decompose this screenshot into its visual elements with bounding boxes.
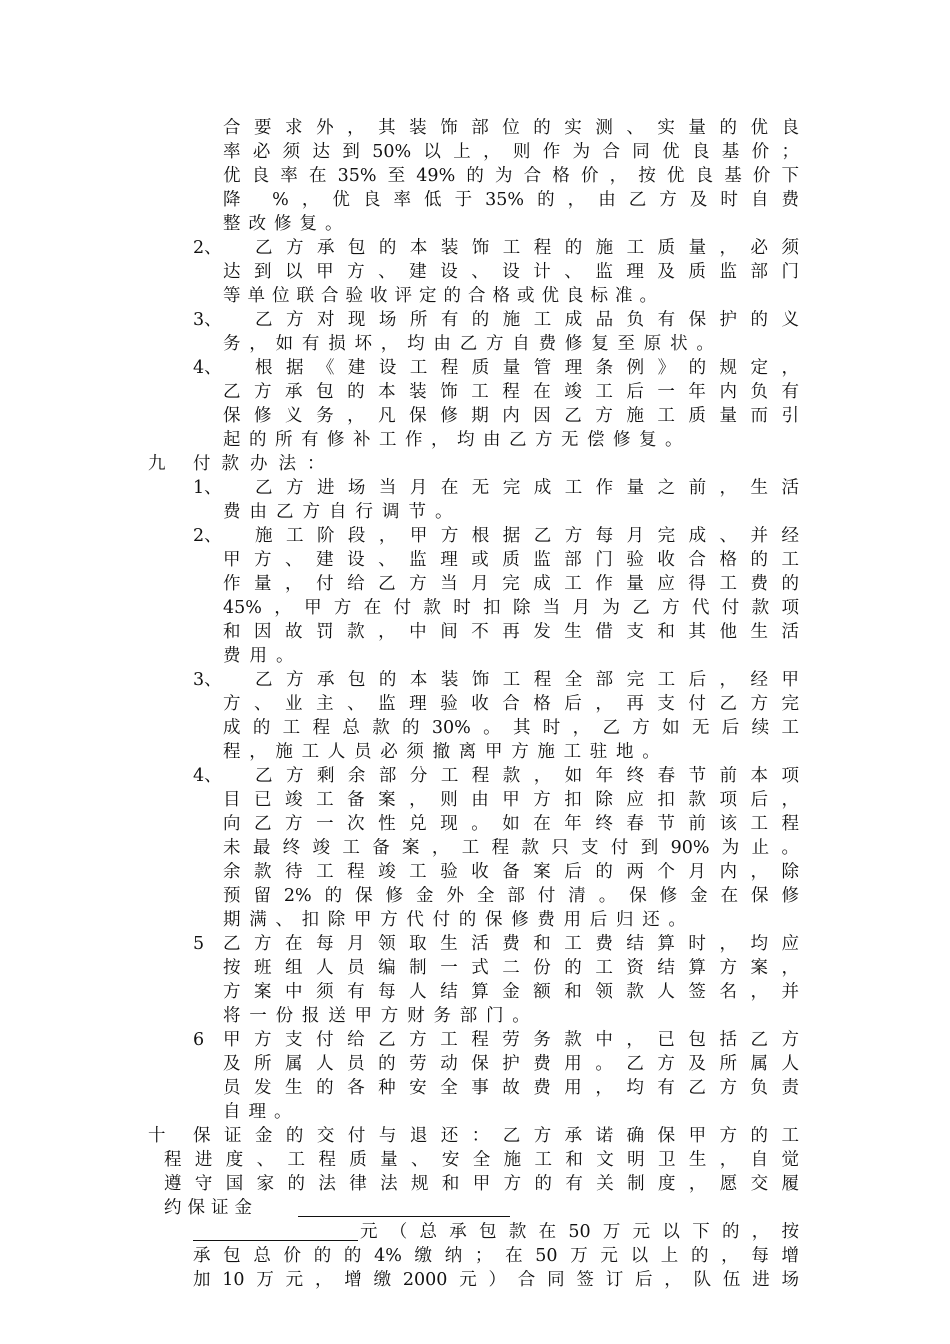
text-line: 员发生的各种安全事故费用，均有乙方负责 xyxy=(223,1078,799,1098)
text-line: 方、业主、监理验收合格后，再支付乙方完 xyxy=(223,694,799,714)
item-number: 4、 xyxy=(193,766,222,786)
text-line: 乙方剩余部分工程款，如年终春节前本项 xyxy=(255,766,799,786)
text-line: 起的所有修补工作，均由乙方无偿修复。 xyxy=(223,430,691,450)
text-line: 按班组人员编制一式二份的工资结算方案， xyxy=(223,958,799,978)
text-line: 乙方在每月领取生活费和工费结算时，均应 xyxy=(223,934,799,954)
item-number: 6 xyxy=(193,1030,205,1050)
deposit-amount-blank-continued[interactable] xyxy=(193,1220,358,1241)
text-line: 作量，付给乙方当月完成工作量应得工费的 xyxy=(223,574,799,594)
deposit-amount-blank[interactable] xyxy=(298,1196,510,1217)
text-line: 甲方、建设、监理或质监部门验收合格的工 xyxy=(223,550,799,570)
text-line: 费用。 xyxy=(223,646,303,666)
text-line: 合要求外，其装饰部位的实测、实量的优良 xyxy=(223,118,799,138)
text-line: 乙方承包的本装饰工程在竣工后一年内负有 xyxy=(223,382,799,402)
text-line: 和因故罚款，中间不再发生借支和其他生活 xyxy=(223,622,799,642)
text-line: 约保证金 xyxy=(164,1198,258,1218)
text-line: 费由乙方自行调节。 xyxy=(223,502,462,522)
text-line: 预留2%的保修金外全部付清。保修金在保修 xyxy=(223,886,799,906)
text-line: 务，如有损坏，均由乙方自费修复至原状。 xyxy=(223,334,723,354)
section-number: 十 xyxy=(148,1126,166,1146)
text-line: 加10万元，增缴2000元）合同签订后，队伍进场 xyxy=(193,1270,799,1290)
text-line: 降 %，优良率低于35%的，由乙方及时自费 xyxy=(223,190,799,210)
text-line: 优良率在35%至49%的为合格价，按优良基价下 xyxy=(223,166,799,186)
text-line: 乙方进场当月在无完成工作量之前，生活 xyxy=(255,478,799,498)
text-line: 保修义务，凡保修期内因乙方施工质量而引 xyxy=(223,406,799,426)
text-line: 及所属人员的劳动保护费用。乙方及所属人 xyxy=(223,1054,799,1074)
text-line: 等单位联合验收评定的合格或优良标准。 xyxy=(223,286,664,306)
text-line: 元（总承包款在50万元以下的，按 xyxy=(360,1222,799,1242)
text-line: 期满、扣除甲方代付的保修费用后归还。 xyxy=(223,910,695,930)
item-number: 5 xyxy=(193,934,205,954)
text-line: 未最终竣工备案，工程款只支付到90%为止。 xyxy=(223,838,799,858)
item-number: 2、 xyxy=(193,526,222,546)
item-number: 1、 xyxy=(193,478,222,498)
item-number: 3、 xyxy=(193,670,222,690)
text-line: 根据《建设工程质量管理条例》的规定， xyxy=(255,358,799,378)
text-line: 乙方承包的本装饰工程全部完工后，经甲 xyxy=(255,670,799,690)
text-line: 余款待工程竣工验收备案后的两个月内，除 xyxy=(223,862,799,882)
text-line: 程进度、工程质量、安全施工和文明卫生，自觉 xyxy=(164,1150,799,1170)
text-line: 承包总价的的4%缴纳；在50万元以上的，每增 xyxy=(193,1246,799,1266)
text-line: 程，施工人员必须撤离甲方施工驻地。 xyxy=(223,742,669,762)
text-line: 45%，甲方在付款时扣除当月为乙方代付款项 xyxy=(223,598,799,618)
text-line: 将一份报送甲方财务部门。 xyxy=(223,1006,539,1026)
text-line: 保证金的交付与退还：乙方承诺确保甲方的工 xyxy=(193,1126,799,1146)
text-line: 乙方承包的本装饰工程的施工质量，必须 xyxy=(255,238,799,258)
text-line: 目已竣工备案，则由甲方扣除应扣款项后， xyxy=(223,790,799,810)
text-line: 甲方支付给乙方工程劳务款中，已包括乙方 xyxy=(223,1030,799,1050)
section-title: 付款办法： xyxy=(193,454,336,474)
text-line: 施工阶段，甲方根据乙方每月完成、并经 xyxy=(255,526,799,546)
text-line: 向乙方一次性兑现。如在年终春节前该工程 xyxy=(223,814,799,834)
item-number: 2、 xyxy=(193,238,222,258)
text-line: 自理。 xyxy=(223,1102,300,1122)
item-number: 3、 xyxy=(193,310,222,330)
text-line: 整改修复。 xyxy=(223,214,351,234)
text-line: 成的工程总款的30%。其时，乙方如无后续工 xyxy=(223,718,799,738)
text-line: 达到以甲方、建设、设计、监理及质监部门 xyxy=(223,262,799,282)
section-number: 九 xyxy=(148,454,166,474)
text-line: 率必须达到50%以上，则作为合同优良基价； xyxy=(223,142,799,162)
text-line: 乙方对现场所有的施工成品负有保护的义 xyxy=(255,310,799,330)
item-number: 4、 xyxy=(193,358,222,378)
text-line: 方案中须有每人结算金额和领款人签名，并 xyxy=(223,982,799,1002)
text-line: 遵守国家的法律法规和甲方的有关制度，愿交履 xyxy=(164,1174,799,1194)
